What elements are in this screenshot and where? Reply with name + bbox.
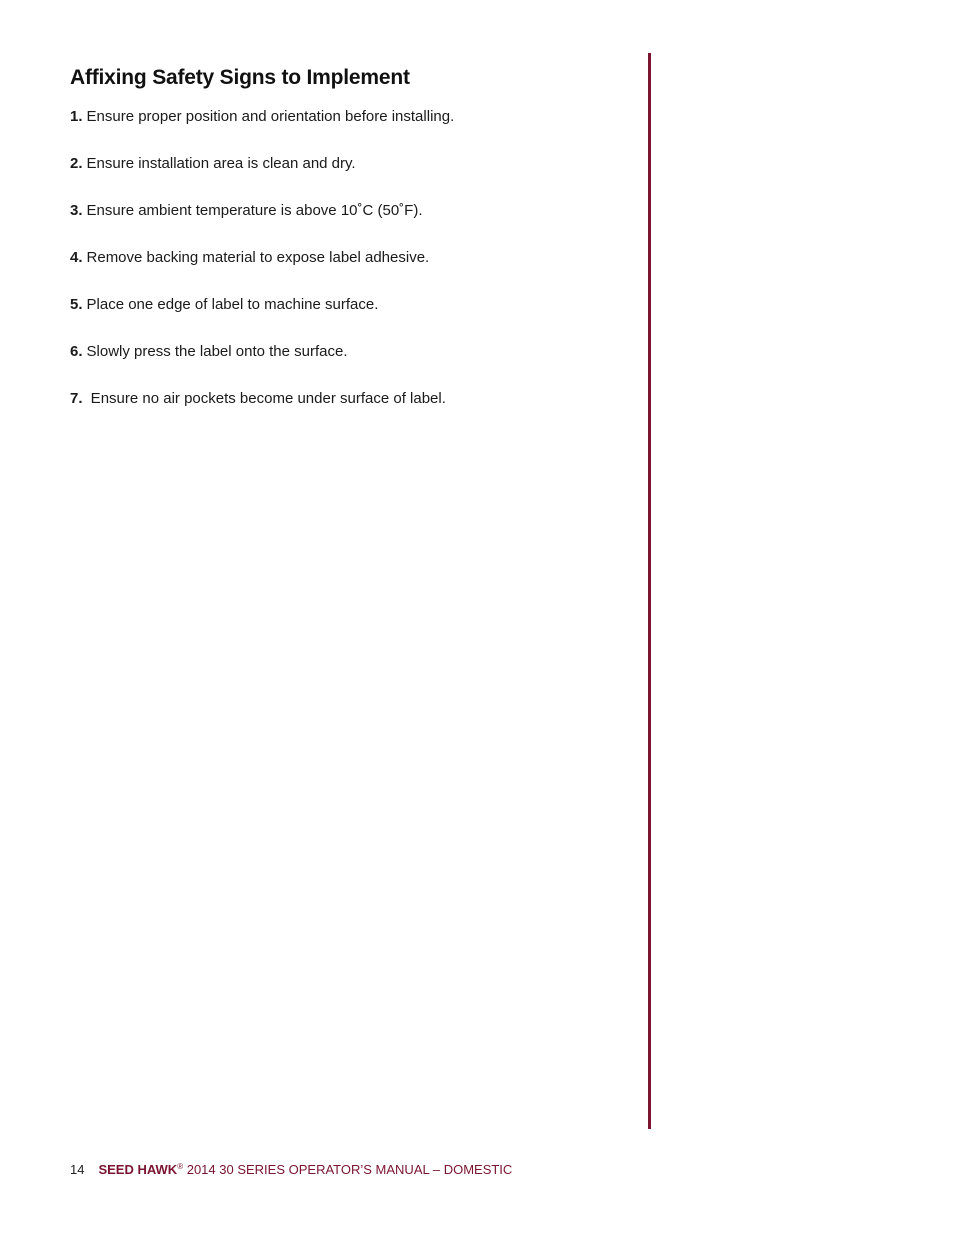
column-divider xyxy=(648,53,651,1129)
step-item xyxy=(70,248,454,295)
step-item xyxy=(70,154,454,201)
step-text: Ensure no air pockets become under surface of label. xyxy=(86,390,446,407)
step-text: Place one edge of label to machine surface. xyxy=(86,296,379,313)
step-number: 7. xyxy=(70,390,83,407)
step-item xyxy=(70,342,454,389)
page-number: 14 xyxy=(70,1162,85,1177)
step-number: 3. xyxy=(70,202,83,219)
step-item xyxy=(70,201,454,248)
step-number: 6. xyxy=(70,343,83,360)
step-text: Ensure installation area is clean and dry. xyxy=(86,155,356,172)
step-number: 5. xyxy=(70,296,83,313)
step-item xyxy=(70,107,454,154)
step-item xyxy=(70,389,454,436)
step-number: 2. xyxy=(70,155,83,172)
page-footer xyxy=(70,1162,512,1177)
safety-sign-steps xyxy=(70,107,454,436)
brand-name: SEED HAWK xyxy=(98,1162,178,1177)
page-title: Affixing Safety Signs to Implement xyxy=(70,66,410,89)
step-number: 1. xyxy=(70,108,83,125)
manual-title: 2014 30 SERIES OPERATOR’S MANUAL – DOMESTIC xyxy=(183,1162,513,1177)
step-text: Ensure proper position and orientation before installing. xyxy=(86,108,455,125)
step-number: 4. xyxy=(70,249,83,266)
registered-mark: ® xyxy=(177,1162,184,1171)
step-item xyxy=(70,295,454,342)
step-text: Ensure ambient temperature is above 10˚C (50˚F). xyxy=(86,202,423,219)
step-text: Remove backing material to expose label adhesive. xyxy=(86,249,430,266)
step-text: Slowly press the label onto the surface. xyxy=(86,343,348,360)
